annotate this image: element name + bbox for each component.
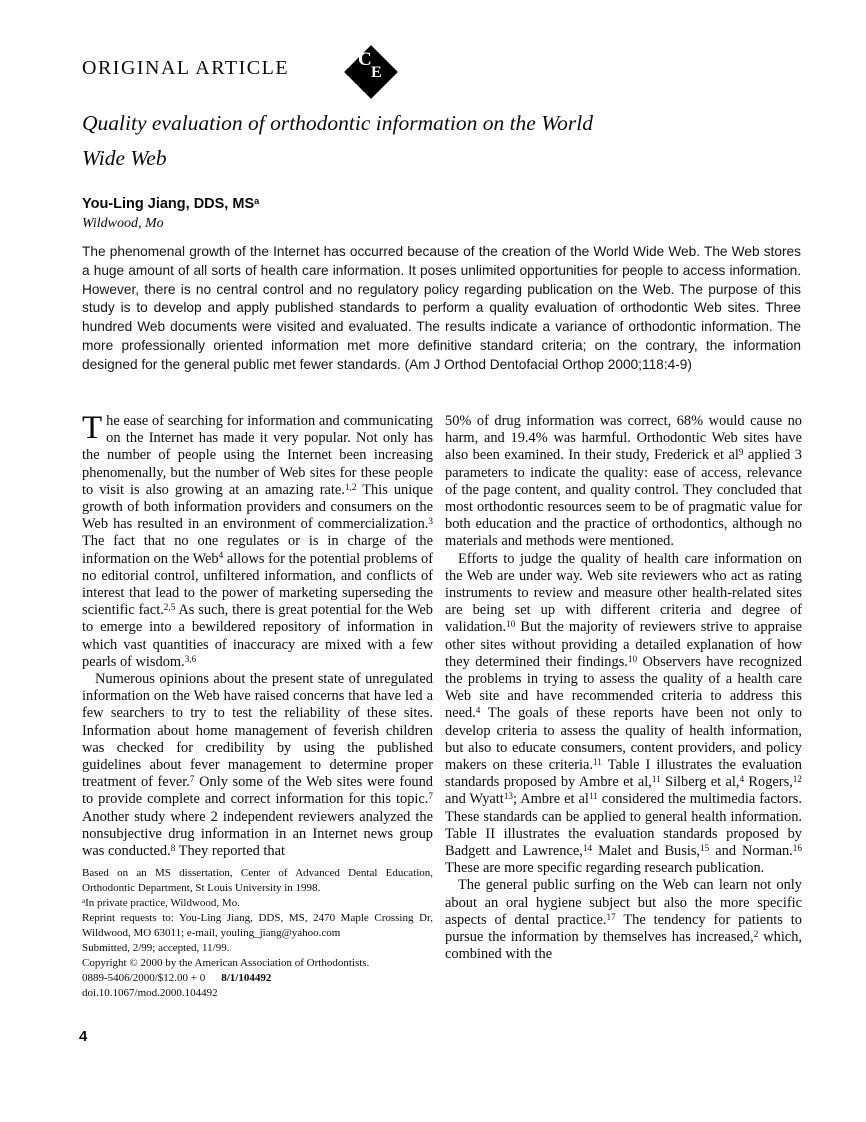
paragraph-intro: [82, 410, 434, 671]
footnote-dissertation: Based on an MS dissertation, Center of Advanced Dental Education, Orthodontic Department, St Louis University in 1998.: [82, 867, 433, 895]
footnote-issn-line: [82, 971, 433, 986]
paragraph-drug-info: 50% of drug information was correct, 68% would cause no harm, and 19.4% was harmful. Orthodontic Web sites have also been examined. In their study, Frederick et $al^9$ applied 3 parameters to indicate the quality: ease of access, relevance of the page content, and quality control. They concluded that most orthodontic resources seem to be of pragmatic value for both education and the practice of orthodontics, although no materials and methods were mentioned.: [445, 413, 803, 550]
body-columns: [82, 410, 803, 1001]
footnote-reprints: Reprint requests to: You-Ling Jiang, DDS, MS, 2470 Maple Crossing Dr, Wildwood, MO 63011; e-mail, youling_jiang@yahoo.com: [82, 912, 433, 940]
column-right: [445, 413, 802, 1001]
ce-diamond-icon: [342, 43, 400, 101]
paragraph-reliability: Numerous opinions about the present state of unregulated information on the Web have raised concerns that have led a few searchers to try to test the reliability of these sites. Information about home management of feverish children was checked for credibility by using the published guidelines about fever management to determine proper treatment of fever.$^7$ Only some of the Web sites were found to provide complete and correct information for this topic.$^7$ Another study where 2 independent reviewers analyzed the nonsubjective drug information in an Internet news group was conducted.$^8$ They reported that: [82, 671, 433, 860]
footnote-submitted: Submitted, 2/99; accepted, 11/99.: [82, 942, 230, 955]
article-title: Quality evaluation of orthodontic information on the World Wide Web: [82, 111, 594, 170]
footnote-block: [82, 866, 433, 1001]
drop-cap: T: [82, 410, 103, 446]
author-location: Wildwood, Mo: [82, 216, 164, 231]
author-name: You-Ling Jiang, DDS, $MS^a$: [82, 195, 260, 212]
abstract-text: The phenomenal growth of the Internet has occurred because of the creation of the World Wide Web. The Web stores a huge amount of all sorts of health care information. It poses unlimited opportunities for people to access information. However, there is no central control and no regulatory policy regarding publication on the Web. The purpose of this study is to develop and apply published standards to perform a quality evaluation of orthodontic Web sites. Three hundred Web documents were visited and evaluated. The results indicate a variance of orthodontic information. The more professionally oriented information met more definitive standard criteria; on the contrary, the information designed for the general public met fewer standards. (Am J Orthod Dentofacial Orthop 2000;118:4-9): [82, 244, 801, 372]
issn-price: 0889-5406/2000/$12.00 + 0: [82, 972, 206, 985]
page-number: 4: [79, 1028, 88, 1045]
paragraph-intro-text: he ease of searching for information and communicating on the Internet has made it very popular. Not only has the number of people using the Internet been increasing phenomenally, but the number of Web sites for these people to visit is also growing at an amazing rate.$^{1,2}$ This unique growth of both information providers and consumers on the Web has resulted in an environment of commercialization.$^3$ The fact that no one regulates or is in charge of the information on the Web$^4$ allows for the potential problems of no editorial control, unfiltered information, and conflicts of interest that lead to the power of marketing superseding the scientific fact.$^{2,5}$ As such, there is great potential for the Web to emerge into a bewildered repository of information in which vast quantities of inaccuracy are mixed with a few pearls of wisdom.$^{3,6}$: [82, 413, 434, 670]
paragraph-general-public: The general public surfing on the Web can learn not only about an oral hygiene subject but also the more specific aspects of dental practice.$^{17}$ The tendency for patients to pursue the information by themselves has increased,$^2$ which, combined with the: [445, 877, 802, 963]
paragraph-efforts: Efforts to judge the quality of health care information on the Web are under way. Web site reviewers who act as rating instruments to review and measure other health-related sites are being set up with different criteria and degree of validation.$^{10}$ But the majority of reviewers strive to appraise other sites without providing a detailed explanation of how they determined their findings.$^{10}$ Observers have recognized the problems in trying to assess the quality of a health care Web site and have recommended criteria to address this need.$^4$ The goals of these reports have been not only to develop criteria to assess the quality of health information, but also to educate consumers, content providers, and policy makers on these criteria.$^{11}$ Table I illustrates the evaluation standards proposed by Ambre et al,$^{11}$ Silberg et al,$^4$ Rogers,$^{12}$ and Wyatt$^{13}$; Ambre et $al^{11}$ considered the multimedia factors. These standards can be applied to general health information. Table II illustrates the evaluation standards proposed by Badgett and Lawrence,$^{14}$ Malet and Busis,$^{15}$ and Norman.$^{16}$ These are more specific regarding research publication.: [445, 550, 802, 877]
footnote-doi: doi.10.1067/mod.2000.104492: [82, 987, 218, 1000]
ce-letter-e: E: [371, 64, 382, 81]
ce-letter-c: C: [358, 49, 372, 70]
article-code: 8/1/104492: [221, 972, 272, 985]
section-label: ORIGINAL ARTICLE: [82, 57, 290, 79]
column-left: [82, 410, 434, 1001]
footnote-copyright: Copyright © 2000 by the American Association of Orthodontists.: [82, 957, 370, 970]
footnote-affiliation: $^a$In private practice, Wildwood, Mo.: [82, 897, 240, 910]
